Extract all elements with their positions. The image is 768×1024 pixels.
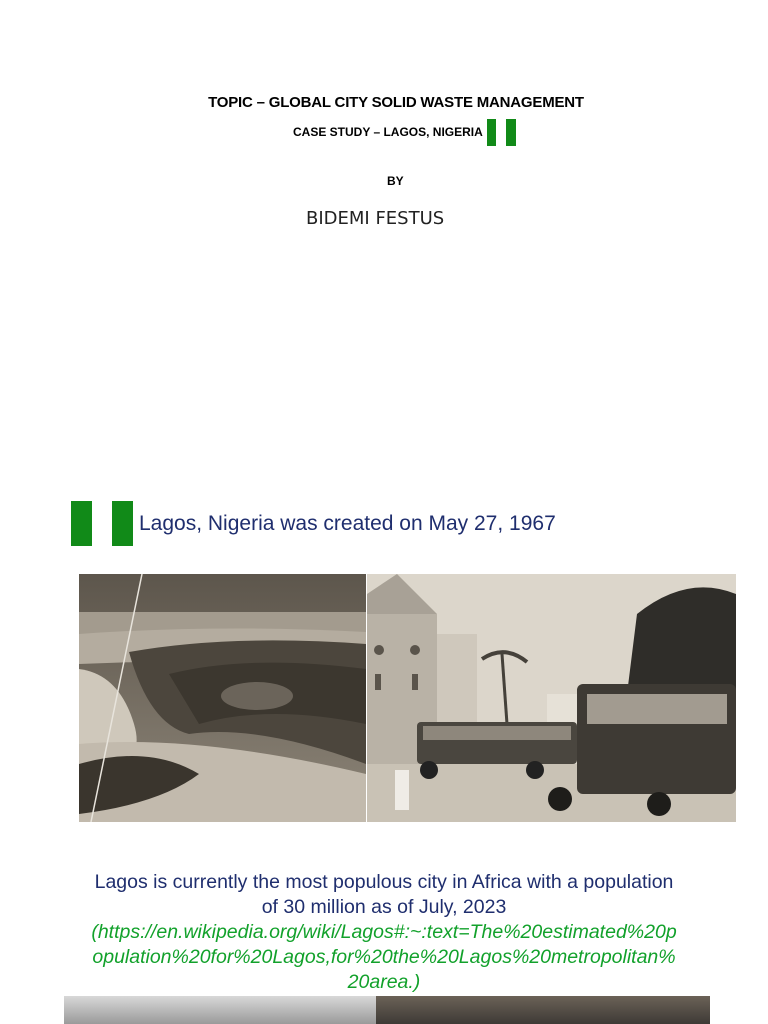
aerial-photo-lagos: [79, 574, 366, 822]
street-photo-lagos: [367, 574, 736, 822]
waste-photo-left: [64, 996, 376, 1024]
waste-photo-right: [376, 996, 710, 1024]
case-study-title: CASE STUDY – LAGOS, NIGERIA: [293, 125, 483, 139]
section-heading-row: [71, 501, 556, 546]
nigeria-flag-icon: [487, 119, 516, 146]
nigeria-flag-icon: [71, 501, 133, 546]
byline-label: BY: [387, 174, 404, 188]
author-name: BIDEMI FESTUS: [306, 208, 445, 229]
population-statement: Lagos is currently the most populous city in Africa with a population of 30 million as of July, 2023: [94, 871, 674, 918]
section-heading: Lagos, Nigeria was created on May 27, 1967: [139, 511, 556, 535]
document-topic: TOPIC – GLOBAL CITY SOLID WASTE MANAGEMENT: [208, 94, 584, 111]
wikipedia-citation-link[interactable]: (https://en.wikipedia.org/wiki/Lagos#:~:text=The%20estimated%20population%20for%20Lagos,for%20the%20Lagos%20metropolitan%20area.): [91, 921, 677, 993]
case-study-row: [293, 118, 516, 146]
